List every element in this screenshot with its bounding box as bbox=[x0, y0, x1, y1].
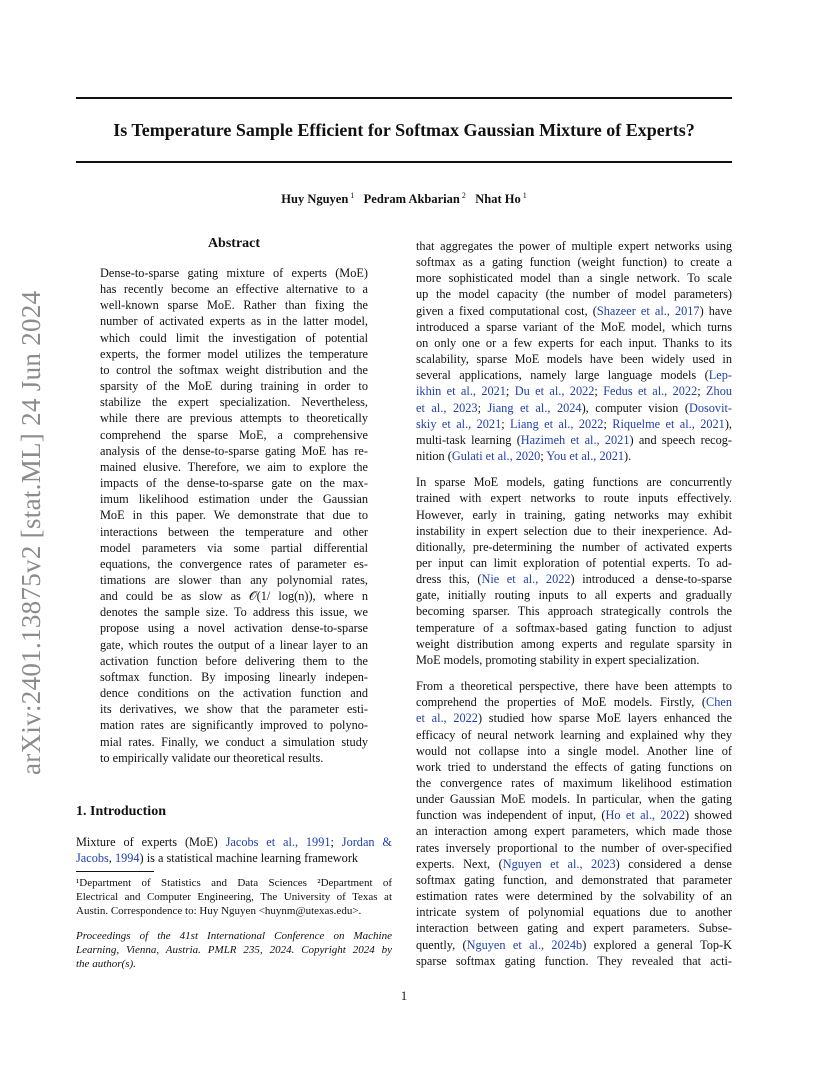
author-affiliation-mark: 1 bbox=[348, 191, 355, 200]
citation-link[interactable]: Fedus et al., 2022 bbox=[603, 384, 698, 399]
citation-link[interactable]: Du et al., 2022 bbox=[514, 384, 595, 399]
right-column-body bbox=[416, 238, 732, 969]
citation-link[interactable]: Chen bbox=[706, 695, 732, 710]
affiliation-footnote bbox=[76, 876, 392, 918]
abstract-line: comprehend the sparse MoE, a comprehensive bbox=[100, 427, 368, 442]
abstract-line: impacts of the dense-to-sparse gate on the max- bbox=[100, 476, 368, 491]
introduction-line: Mixture of experts (MoE) Jacobs et al., 1991; Jordan & bbox=[76, 835, 392, 849]
body-line: an interaction among expert parameters, which made those bbox=[416, 824, 732, 839]
body-line: several applications, namely large language models (Lep- bbox=[416, 368, 732, 383]
body-line: However, early in training, gating networks may exhibit bbox=[416, 507, 732, 522]
citation-link[interactable]: You et al., 2021 bbox=[546, 449, 625, 464]
footnote-line: ¹Department of Statistics and Data Sciences ²Department of bbox=[76, 877, 392, 889]
citation-link[interactable]: et al., 2023 bbox=[416, 400, 478, 415]
introduction-body bbox=[76, 834, 392, 866]
abstract-line: equations, the convergence rates of parameter es- bbox=[100, 556, 368, 571]
introduction-line: Jacobs, 1994) is a statistical machine learning framework bbox=[76, 851, 359, 866]
citation-link[interactable]: Hazimeh et al., 2021 bbox=[520, 432, 630, 447]
footnote-line: Electrical and Computer Engineering, The University of Texas at bbox=[76, 891, 392, 903]
author-list bbox=[76, 191, 732, 207]
abstract-line: analysis of the dense-to-sparse gating MoE has re- bbox=[100, 443, 368, 458]
abstract-line: experts, the former model utilizes the temperature bbox=[100, 346, 368, 361]
abstract-line: MoE in this paper. We demonstrate that due to bbox=[100, 508, 368, 523]
citation-link[interactable]: Shazeer et al., 2017 bbox=[596, 303, 700, 318]
citation-link[interactable]: 1994 bbox=[114, 851, 140, 866]
abstract-line: to control the softmax weight distribution and the bbox=[100, 362, 368, 377]
citation-link[interactable]: Ho et al., 2022 bbox=[605, 808, 686, 823]
body-line: In sparse MoE models, gating functions are concurrently bbox=[416, 475, 732, 490]
paragraph-gap bbox=[416, 464, 732, 474]
abstract-line: well-known sparse MoE. Rather than fixing the bbox=[100, 298, 368, 313]
body-line: MoE models, promoting stability in expert specialization. bbox=[416, 652, 700, 667]
citation-link[interactable]: et al., 2022 bbox=[416, 711, 478, 726]
body-line: ditionally, pre-determining the number of activated experts bbox=[416, 539, 732, 554]
body-line: sparse softmax gating function. They revealed that acti- bbox=[416, 953, 732, 968]
author-name: Nhat Ho bbox=[475, 192, 521, 207]
abstract-line: its derivatives, we show that the parameter esti- bbox=[100, 702, 368, 717]
page-number: 1 bbox=[400, 989, 408, 1003]
citation-link[interactable]: Dosovit- bbox=[688, 400, 732, 415]
body-paragraph bbox=[416, 474, 732, 668]
body-line: softmax gating function, and demonstrated that parameter bbox=[416, 872, 732, 887]
author-name: Huy Nguyen bbox=[281, 192, 349, 207]
arxiv-identifier-stamp[interactable]: arXiv:2401.13875v2 [stat.ML] 24 Jun 2024 bbox=[16, 290, 46, 775]
body-line: quently, (Nguyen et al., 2024b) explored a general Top-K bbox=[416, 937, 732, 952]
author-name: Pedram Akbarian bbox=[363, 192, 460, 207]
abstract-line: Dense-to-sparse gating mixture of experts (MoE) bbox=[100, 266, 368, 280]
body-line: trained with expert networks to route inputs effectively. bbox=[416, 491, 732, 506]
body-line: introduced a sparse variant of the MoE model, which turns bbox=[416, 319, 732, 334]
body-line: the convergence rates of maximum likelihood estimation bbox=[416, 776, 732, 790]
body-line: would not collapse into a single model. Another line of bbox=[416, 743, 732, 758]
paper-title: Is Temperature Sample Efficient for Softmax Gaussian Mixture of Experts? bbox=[113, 120, 695, 140]
body-line: under Gaussian MoE models. In particular, when the gating bbox=[416, 792, 732, 807]
body-line: dress this, (Nie et al., 2022) introduced a dense-to-sparse bbox=[416, 572, 732, 587]
body-line: experts. Next, (Nguyen et al., 2023) considered a dense bbox=[416, 856, 732, 871]
citation-link[interactable]: Zhou bbox=[706, 384, 733, 399]
proceedings-line: Proceedings of the 41st International Conference on Machine bbox=[76, 930, 392, 942]
abstract-line: timations are slower than any polynomial rates, bbox=[100, 572, 368, 587]
citation-link[interactable]: Jordan & bbox=[341, 835, 392, 849]
body-line: softmax as a gating function (weight function) to create a bbox=[416, 255, 732, 270]
abstract-body bbox=[100, 265, 368, 766]
body-line: work tried to understand the effects of gating functions on bbox=[416, 759, 732, 774]
title-bottom-rule bbox=[76, 161, 732, 163]
abstract-heading: Abstract bbox=[207, 236, 261, 251]
abstract-line: dence conditions on the activation function and bbox=[100, 686, 368, 701]
body-paragraph bbox=[416, 238, 732, 464]
body-line: more sophisticated model than a single network. To scale bbox=[416, 271, 732, 286]
body-line: multi-task learning (Hazimeh et al., 2021) and speech recog- bbox=[416, 432, 732, 447]
abstract-line: imum likelihood estimation under the Gaussian bbox=[100, 492, 368, 507]
abstract-line: model parameters via some partial differential bbox=[100, 540, 368, 555]
citation-link[interactable]: Jiang et al., 2024 bbox=[487, 400, 582, 415]
body-line: per input can limit exploration of potential experts. To ad- bbox=[416, 555, 732, 570]
body-line: efficacy of neural network learning and explained why they bbox=[416, 727, 732, 742]
citation-link[interactable]: Lep- bbox=[708, 368, 732, 383]
abstract-line: stabilize the expert specialization. Nevertheless, bbox=[100, 395, 368, 410]
citation-link[interactable]: skiy et al., 2021 bbox=[416, 416, 502, 431]
body-line: estimation rates were determined by the solvability of an bbox=[416, 889, 732, 904]
abstract-line: mation rates are significantly improved to polyno- bbox=[100, 718, 368, 733]
footnote-line: Austin. Correspondence to: Huy Nguyen <huynm@utexas.edu>. bbox=[76, 905, 362, 917]
body-line: comprehend the properties of MoE models. Firstly, (Chen bbox=[416, 695, 732, 710]
body-line: temperature of a softmax-based gating function to adjust bbox=[416, 620, 732, 635]
body-line: becoming sparser. This approach strategically controls the bbox=[416, 604, 732, 619]
abstract-line: softmax function. By imposing linearly indepen- bbox=[100, 669, 368, 684]
abstract-line: while there are previous attempts to theoretically bbox=[100, 411, 368, 426]
footnote-rule bbox=[76, 871, 154, 872]
abstract-line: sparsity of the MoE during training in order to bbox=[100, 379, 368, 394]
body-line: ikhin et al., 2021; Du et al., 2022; Fedus et al., 2022; Zhou bbox=[416, 384, 733, 399]
body-line: instability in expert selection due to their inexperience. Ad- bbox=[416, 523, 732, 538]
author-affiliation-mark: 2 bbox=[459, 191, 466, 200]
body-line: et al., 2023; Jiang et al., 2024), computer vision (Dosovit- bbox=[416, 400, 732, 415]
body-line: given a fixed computational cost, (Shazeer et al., 2017) have bbox=[416, 303, 732, 318]
body-line: rates inversely proportional to the number of over-specified bbox=[416, 840, 732, 855]
body-line: weight distribution among experts and regulate sparsity in bbox=[416, 636, 732, 651]
abstract-line: denotes the sample size. To address this issue, we bbox=[100, 605, 368, 620]
abstract-line: has recently become an effective alternative to a bbox=[100, 282, 368, 297]
citation-link[interactable]: Riquelme et al., 2021 bbox=[612, 416, 725, 431]
proceedings-line: the author(s). bbox=[76, 958, 136, 970]
proceedings-note bbox=[76, 929, 392, 971]
body-line: intricate system of polynomial equations due to another bbox=[416, 905, 732, 920]
body-line: function was independent of input, (Ho et al., 2022) showed bbox=[416, 808, 733, 823]
abstract-line: propose using a novel activation dense-to-sparse bbox=[100, 621, 368, 636]
citation-link[interactable]: Gulati et al., 2020 bbox=[451, 449, 541, 464]
abstract-line: number of activated experts as in the latter model, bbox=[100, 314, 368, 329]
body-line: skiy et al., 2021; Liang et al., 2022; Riquelme et al., 2021), bbox=[416, 416, 732, 431]
citation-link[interactable]: Nguyen et al., 2023 bbox=[502, 856, 616, 871]
paragraph-gap bbox=[416, 668, 732, 678]
abstract-line: gate, which routes the output of a linear layer to an bbox=[100, 637, 368, 652]
body-line: scalability, sparse MoE models have been widely used in bbox=[416, 352, 732, 367]
citation-link[interactable]: ikhin et al., 2021 bbox=[416, 384, 506, 399]
abstract-line: interactions between the temperature and other bbox=[100, 524, 368, 539]
citation-link[interactable]: Jacobs et al., 1991 bbox=[225, 835, 331, 849]
title-top-rule bbox=[76, 97, 732, 99]
body-line: up the model capacity (the number of model parameters) bbox=[416, 287, 732, 302]
body-line: interaction between gating and expert parameters. Subse- bbox=[416, 921, 732, 936]
abstract-line: and could be as slow as 𝒪(1/ log(n)), where n bbox=[100, 589, 368, 604]
body-line: that aggregates the power of multiple expert networks using bbox=[416, 239, 732, 253]
citation-link[interactable]: Liang et al., 2022 bbox=[510, 416, 604, 431]
abstract-line: to empirically validate our theoretical results. bbox=[100, 750, 324, 765]
citation-link[interactable]: Jacobs bbox=[76, 851, 109, 866]
author-affiliation-mark: 1 bbox=[520, 191, 527, 200]
citation-link[interactable]: Nguyen et al., 2024b bbox=[466, 937, 583, 952]
abstract-line: activation function before delivering them to the bbox=[100, 653, 368, 668]
body-line: gate, initially routing inputs to all experts and gradually bbox=[416, 588, 732, 603]
introduction-heading: 1. Introduction bbox=[76, 804, 166, 819]
citation-link[interactable]: Nie et al., 2022 bbox=[481, 572, 571, 587]
body-line: on only one or a few experts for each input. Thanks to its bbox=[416, 335, 732, 350]
proceedings-line: Learning, Vienna, Austria. PMLR 235, 2024. Copyright 2024 by bbox=[76, 944, 392, 956]
body-line: et al., 2022) studied how sparse MoE layers enhanced the bbox=[416, 711, 732, 726]
body-line: From a theoretical perspective, there have been attempts to bbox=[416, 679, 732, 694]
abstract-line: which could limit the investigation of potential bbox=[100, 330, 368, 345]
abstract-line: mained elusive. Therefore, we aim to explore the bbox=[100, 459, 368, 474]
body-paragraph bbox=[416, 678, 732, 969]
body-line: nition (Gulati et al., 2020; You et al., 2021). bbox=[416, 449, 632, 464]
abstract-line: mial rates. Finally, we conduct a simulation study bbox=[100, 734, 368, 749]
